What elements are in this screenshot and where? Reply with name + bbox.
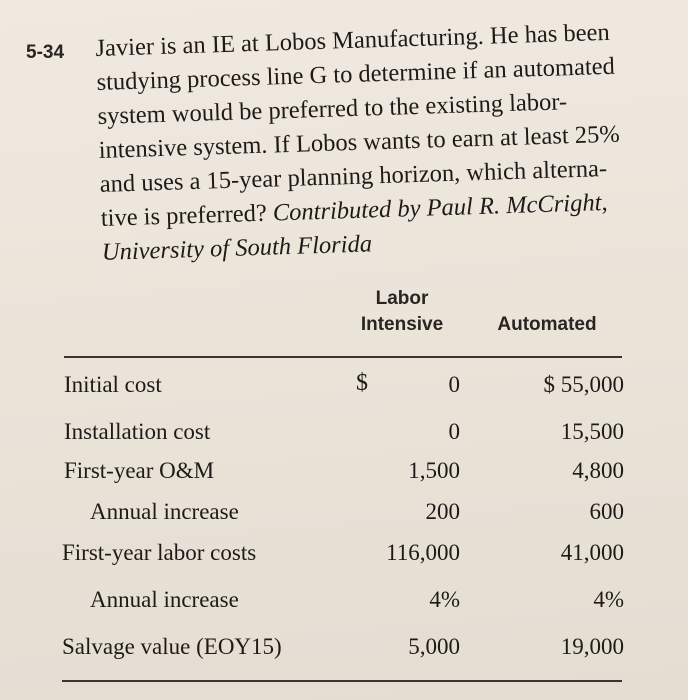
- labor-header-line1: Labor: [375, 288, 429, 309]
- labor-installation-cost: 0: [448, 419, 460, 444]
- labor-currency-symbol: $: [356, 370, 368, 396]
- labor-labor-annual-increase: 4%: [429, 587, 460, 612]
- labor-om-annual-increase: 200: [425, 499, 460, 524]
- labor-first-year-labor: 116,000: [386, 540, 460, 565]
- labor-initial-cost: 0: [448, 372, 460, 397]
- problem-line-1: Javier is an IE at Lobos Manufacturing. He has been: [95, 18, 611, 62]
- problem-line-5: and uses a 15-year planning horizon, which alterna-: [99, 154, 608, 198]
- problem-line-2: studying process line G to determine if an automated: [96, 52, 616, 96]
- row-label-installation-cost: Installation cost: [64, 419, 211, 444]
- row-label-labor-annual-increase: Annual increase: [90, 587, 239, 612]
- problem-question: tive is preferred?: [100, 199, 268, 232]
- row-label-first-year-labor: First-year labor costs: [62, 540, 257, 565]
- automated-installation-cost: 15,500: [560, 419, 624, 444]
- automated-salvage-value: 19,000: [560, 634, 624, 659]
- problem-line-3: system would be preferred to the existing labor-: [97, 88, 568, 130]
- row-label-initial-cost: Initial cost: [64, 372, 162, 397]
- automated-initial-cost: $ 55,000: [543, 372, 624, 397]
- labor-first-year-om: 1,500: [408, 458, 460, 483]
- labor-header: [350, 286, 454, 338]
- labor-salvage-value: 5,000: [408, 634, 460, 659]
- labor-header-line2: Intensive: [360, 314, 444, 335]
- automated-om-annual-increase: 600: [589, 499, 624, 524]
- table-bottom-rule: [62, 680, 622, 682]
- row-label-salvage-value: Salvage value (EOY15): [62, 634, 282, 659]
- automated-header: Automated: [497, 314, 597, 335]
- problem-line-4: intensive system. If Lobos wants to earn at least 25%: [98, 120, 621, 164]
- attribution: Contributed by Paul R. McCright,: [272, 188, 608, 227]
- row-label-first-year-om: First-year O&M: [64, 458, 215, 483]
- row-label-om-annual-increase: Annual increase: [90, 499, 239, 524]
- problem-statement: [95, 14, 662, 269]
- automated-labor-annual-increase: 4%: [593, 587, 624, 612]
- automated-first-year-labor: 41,000: [560, 540, 624, 565]
- affiliation: University of South Florida: [101, 230, 373, 266]
- problem-number: 5-34: [26, 42, 65, 63]
- automated-first-year-om: 4,800: [572, 458, 624, 483]
- table-top-rule: [64, 356, 622, 358]
